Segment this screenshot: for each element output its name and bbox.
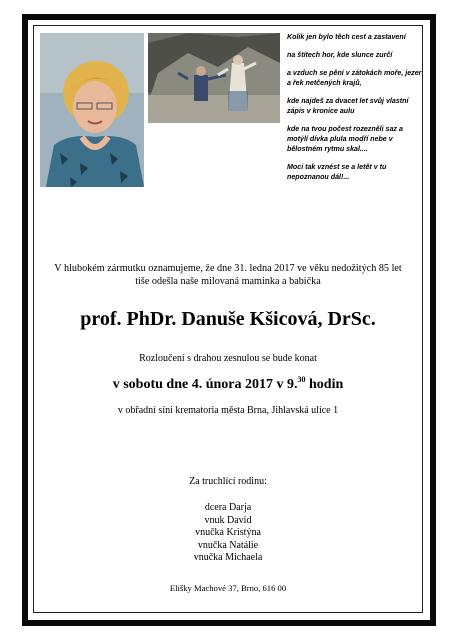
venue: v obřadní síni krematoria města Brna, Jihlavská ulice 1 (117, 405, 339, 416)
poem-stanza: Moci tak vznést se a letět v tu nepoznanou dál!... (287, 163, 387, 181)
deceased-name: prof. PhDr. Danuše Kšicová, DrSc. (80, 308, 376, 330)
announcement-line: V hlubokém zármutku oznamujeme, že dne 31. ledna 2017 ve věku nedožitých 85 let (54, 263, 402, 274)
poem-stanza: Kolik jen bylo těch cest a zastavení (287, 33, 406, 41)
announcement (38, 262, 418, 288)
poem (287, 32, 422, 190)
poem-stanza: kde na tvou počest rozezněli saz a motýlí dívka plula modří nebe v bělostném rytmu skal.... (287, 125, 403, 153)
ceremony-datetime (38, 375, 418, 393)
ceremony-suffix: hodin (305, 377, 344, 392)
portrait-photo (40, 33, 144, 187)
address: Elišky Machové 37, Brno, 616 00 (169, 583, 287, 593)
farewell-text: Rozloučení s drahou zesnulou se bude konat (139, 353, 317, 364)
family-member: dcera Darja (204, 502, 252, 513)
family-member: vnuk David (204, 514, 252, 526)
family-member: vnučka Michaela (193, 552, 263, 563)
ceremony-date: v sobotu dne 4. února 2017 v 9. (112, 377, 298, 392)
family-member: vnučka Natálie (197, 539, 259, 551)
poem-stanza: kde najdeš za dvacet let svůj vlastní zápis v kronice aulu (287, 97, 409, 115)
ceremony-time-minutes: 30 (297, 375, 306, 384)
poem-stanza: a vzduch se pění v zátokách moře, jezer a řek netčených krajů, (287, 69, 422, 87)
family-heading: Za truchlící rodinu: (189, 476, 267, 487)
poem-stanza: na štítech hor, kde slunce zurčí (287, 51, 393, 59)
family-member: vnučka Kristýna (195, 527, 261, 538)
landscape-photo (148, 33, 280, 123)
family-list (38, 502, 418, 565)
announcement-line: tiše odešla naše milovaná maminka a babička (135, 276, 321, 287)
